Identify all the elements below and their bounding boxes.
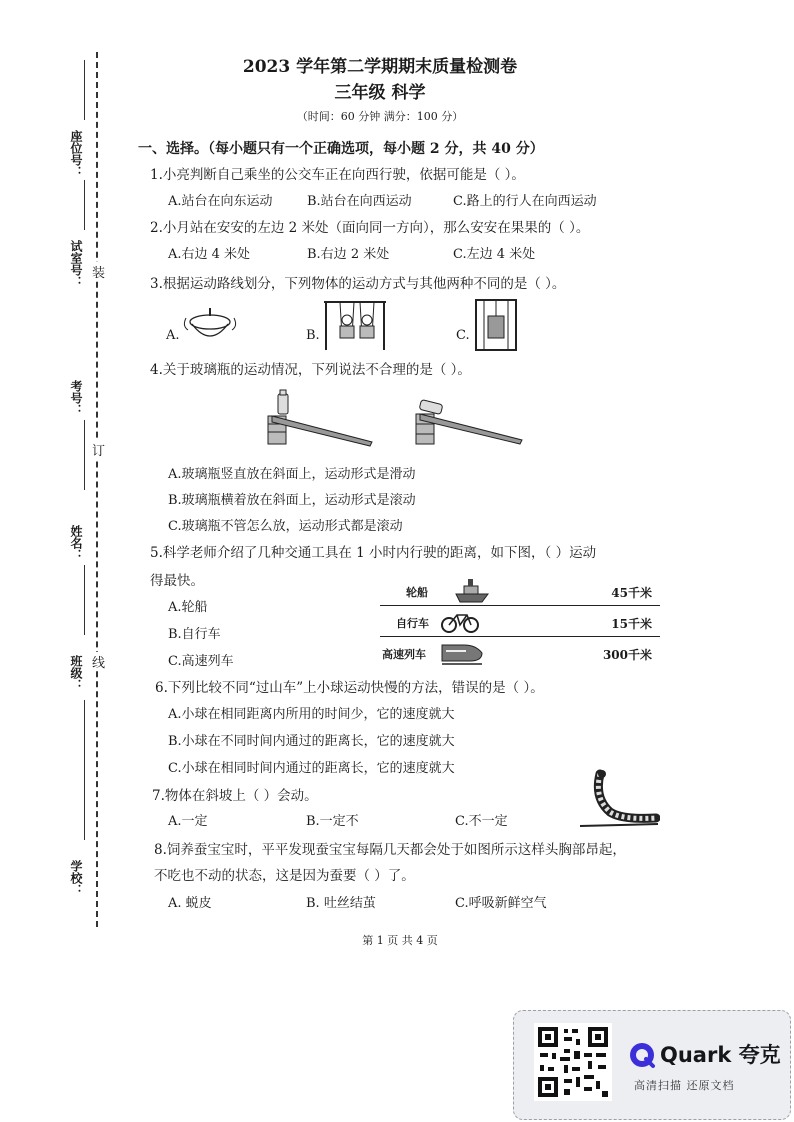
spinning-top-image	[180, 304, 240, 352]
exam-no-line	[84, 420, 85, 490]
silkworm-image	[560, 768, 660, 830]
cut-mark-1: 装	[92, 262, 105, 281]
question-4: 4.关于玻璃瓶的运动情况，下列说法不合理的是（ ）。	[150, 362, 471, 378]
quark-scan-badge	[513, 1010, 791, 1120]
exam-subtitle: 三年级 科学	[334, 83, 426, 103]
cut-mark-2: 订	[92, 440, 105, 459]
ship-icon	[452, 576, 492, 604]
q8-option-a: A. 蜕皮	[168, 896, 212, 911]
page-footer: 第 1 页 共 4 页	[362, 934, 438, 947]
section-heading: 一、选择。（每小题只有一个正确选项，每小题 2 分，共 40 分）	[138, 141, 544, 157]
q2-option-a: A.右边 4 米处	[168, 247, 251, 262]
train-distance: 300千米	[602, 648, 652, 662]
room-label: 试室号：	[69, 240, 83, 288]
question-2: 2.小月站在安安的左边 2 米处（面向同一方向），那么安安在果果的（ ）。	[150, 220, 590, 236]
exam-no-label: 考号：	[69, 380, 83, 416]
quark-brand: Quark 夸克	[660, 1043, 781, 1067]
q7-option-b: B.一定不	[306, 814, 359, 829]
ship-distance: 45千米	[611, 586, 652, 600]
question-8-cont: 不吃也不动的状态，这是因为蚕要（ ）了。	[154, 868, 415, 884]
room-line	[84, 180, 85, 230]
cut-mark-3: 线	[92, 652, 105, 671]
q4-option-a: A.玻璃瓶竖直放在斜面上，运动形式是滑动	[168, 467, 416, 482]
quark-tagline: 高清扫描 还原文档	[634, 1079, 735, 1092]
seat-label: 座位号：	[69, 130, 83, 178]
q1-option-a: A.站台在向东运动	[168, 194, 273, 209]
q7-option-a: A.一定	[168, 814, 208, 829]
school-label: 学校：	[69, 860, 83, 896]
q7-option-c: C.不一定	[455, 814, 508, 829]
q2-option-b: B.右边 2 米处	[307, 247, 390, 262]
class-line	[84, 700, 85, 840]
quark-logo-icon	[628, 1041, 656, 1069]
distance-row-train	[380, 638, 660, 668]
table-rule-1	[380, 605, 660, 606]
name-line	[84, 565, 85, 635]
upright-bottle-slope-image	[260, 386, 375, 448]
q6-option-c: C.小球在相同时间内通过的距离长，它的速度就大	[168, 761, 455, 776]
q2-option-c: C.左边 4 米处	[453, 247, 536, 262]
seat-line	[84, 60, 85, 120]
q3-option-a: A.	[166, 328, 180, 343]
q1-option-b: B.站台在向西运动	[307, 194, 412, 209]
qr-code	[534, 1023, 612, 1101]
class-label: 班级：	[69, 655, 83, 691]
table-rule-2	[380, 636, 660, 637]
q3-option-b: B.	[306, 328, 320, 343]
q6-option-b: B.小球在不同时间内通过的距离长，它的速度就大	[168, 734, 455, 749]
q3-option-c: C.	[456, 328, 470, 343]
q4-option-b: B.玻璃瓶横着放在斜面上，运动形式是滚动	[168, 493, 416, 508]
exam-title: 2023 学年第二学期期末质量检测卷	[242, 57, 518, 77]
question-7: 7.物体在斜坡上（ ）会动。	[152, 788, 318, 804]
train-icon	[440, 639, 484, 667]
q5-option-a: A.轮船	[168, 600, 208, 615]
cut-line	[96, 52, 98, 927]
q6-option-a: A.小球在相同距离内所用的时间少，它的速度就大	[168, 707, 455, 722]
train-name: 高速列车	[382, 648, 426, 661]
q1-option-c: C.路上的行人在向西运动	[453, 194, 597, 209]
question-3: 3.根据运动路线划分，下列物体的运动方式与其他两种不同的是（ ）。	[150, 276, 566, 292]
q8-option-b: B. 吐丝结茧	[306, 896, 376, 911]
question-1: 1.小亮判断自己乘坐的公交车正在向西行驶，依据可能是（ ）。	[150, 167, 525, 183]
bicycle-name: 自行车	[396, 617, 429, 630]
q5-option-c: C.高速列车	[168, 654, 234, 669]
distance-row-bicycle	[380, 607, 660, 637]
swing-image	[320, 298, 390, 352]
question-8: 8.饲养蚕宝宝时，平平发现蚕宝宝每隔几天都会处于如图所示这样头胸部昂起，	[154, 842, 626, 858]
lying-bottle-slope-image	[410, 392, 525, 448]
q8-option-c: C.呼吸新鲜空气	[455, 896, 547, 911]
q5-option-b: B.自行车	[168, 627, 221, 642]
q4-option-c: C.玻璃瓶不管怎么放，运动形式都是滚动	[168, 519, 403, 534]
question-5-cont: 得最快。	[150, 573, 204, 589]
ship-name: 轮船	[406, 586, 428, 599]
question-5: 5.科学老师介绍了几种交通工具在 1 小时内行驶的距离，如下图，（ ）运动	[150, 545, 597, 561]
bicycle-distance: 15千米	[611, 617, 652, 631]
name-label: 姓名：	[69, 525, 83, 561]
time-note: （时间：60 分钟 满分：100 分）	[296, 110, 464, 123]
question-6: 6.下列比较不同“过山车”上小球运动快慢的方法，错误的是（ ）。	[155, 680, 544, 696]
bicycle-icon	[440, 609, 480, 635]
elevator-image	[474, 298, 518, 352]
distance-row-ship	[380, 576, 660, 606]
